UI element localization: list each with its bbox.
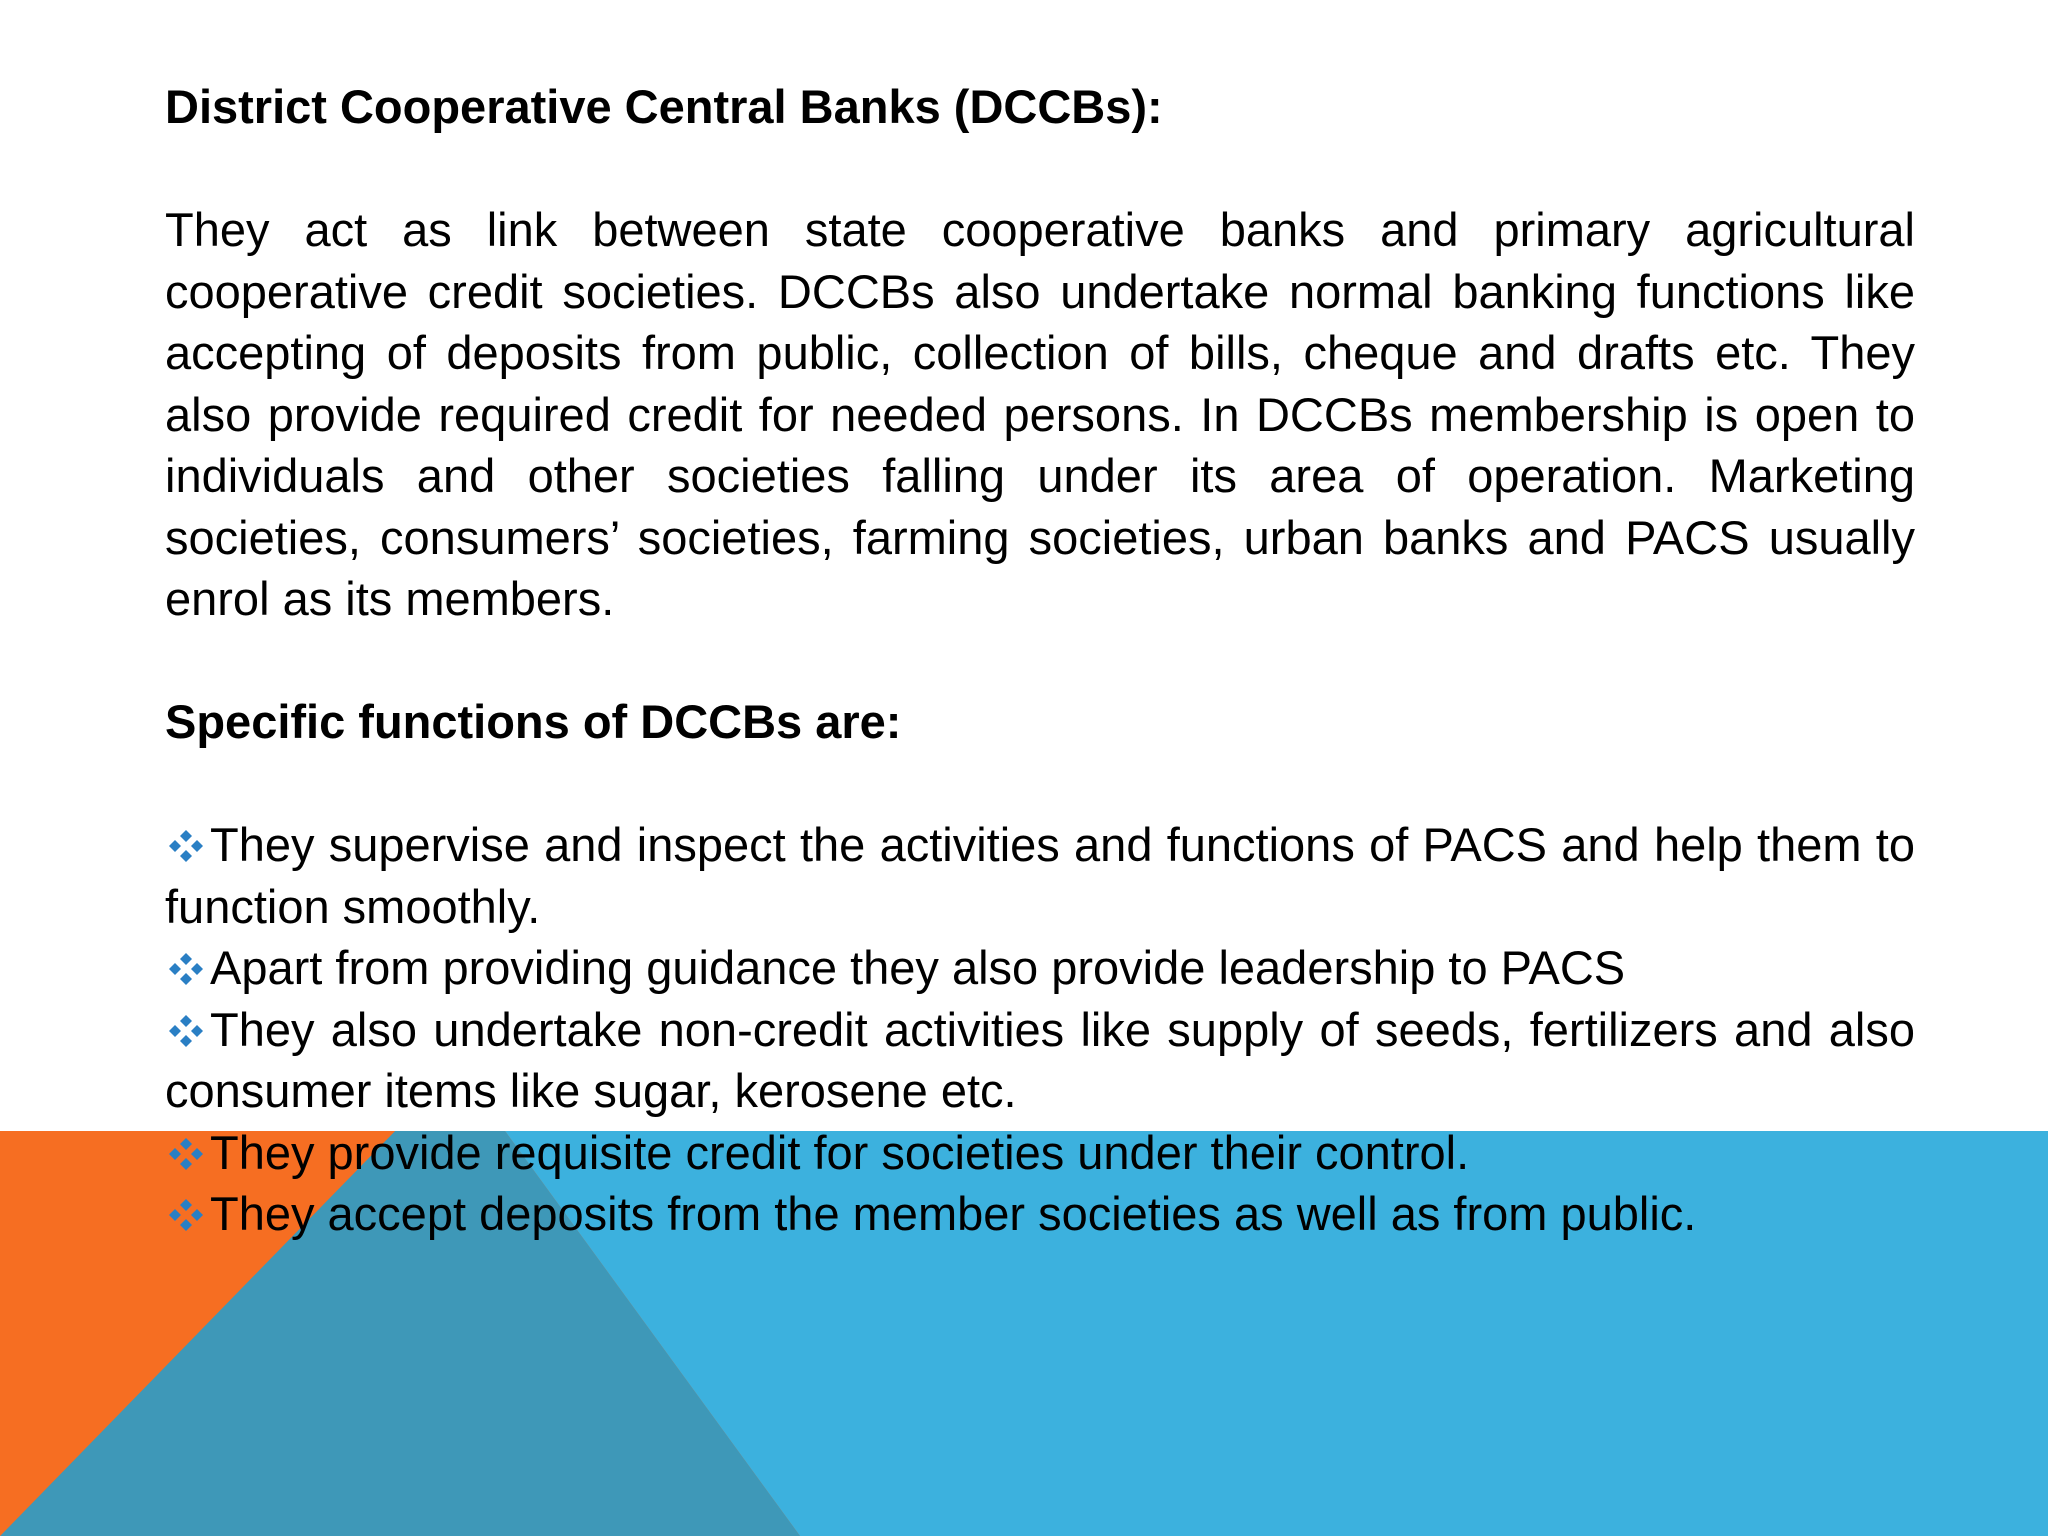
intro-paragraph: They act as link between state cooperative banks and primary agricultural cooperative credit societies. DCCBs also undertake normal banking functions like accepting of deposits from public, collection of bills, cheque and drafts etc. They also provide required credit for needed persons. In DCCBs membership is open to individuals and other societies falling under its area of operation. Marketing societies, consumers’ societies, farming societies, urban banks and PACS usually enrol as its members. [165,203,1915,625]
list-item [165,1183,1915,1245]
four-diamond-bullet-icon [165,1137,207,1171]
list-item [165,1122,1915,1184]
four-diamond-bullet-icon [165,829,207,863]
list-item [165,814,1915,937]
four-diamond-bullet-icon [165,1198,207,1232]
functions-subheading: Specific functions of DCCBs are: [165,695,902,748]
bullet-text: Apart from providing guidance they also provide leadership to PACS [210,941,1626,994]
four-diamond-bullet-icon [165,1014,207,1048]
four-diamond-bullet-icon [165,952,207,986]
bullet-text: They provide requisite credit for societies under their control. [210,1125,1470,1179]
functions-list [165,814,1915,1245]
bullet-text: They accept deposits from the member societies as well as from public. [210,1187,1697,1240]
list-item [165,937,1915,999]
bullet-text: They also undertake non-credit activities like supply of seeds, fertilizers and also consumer items like sugar, kerosene etc. [165,1002,1915,1117]
slide-title: District Cooperative Central Banks (DCCBs): [165,80,1163,133]
slide-content [165,76,1915,1245]
bullet-text: They supervise and inspect the activities and functions of PACS and help them to function smoothly. [165,818,1915,933]
list-item [165,999,1915,1122]
